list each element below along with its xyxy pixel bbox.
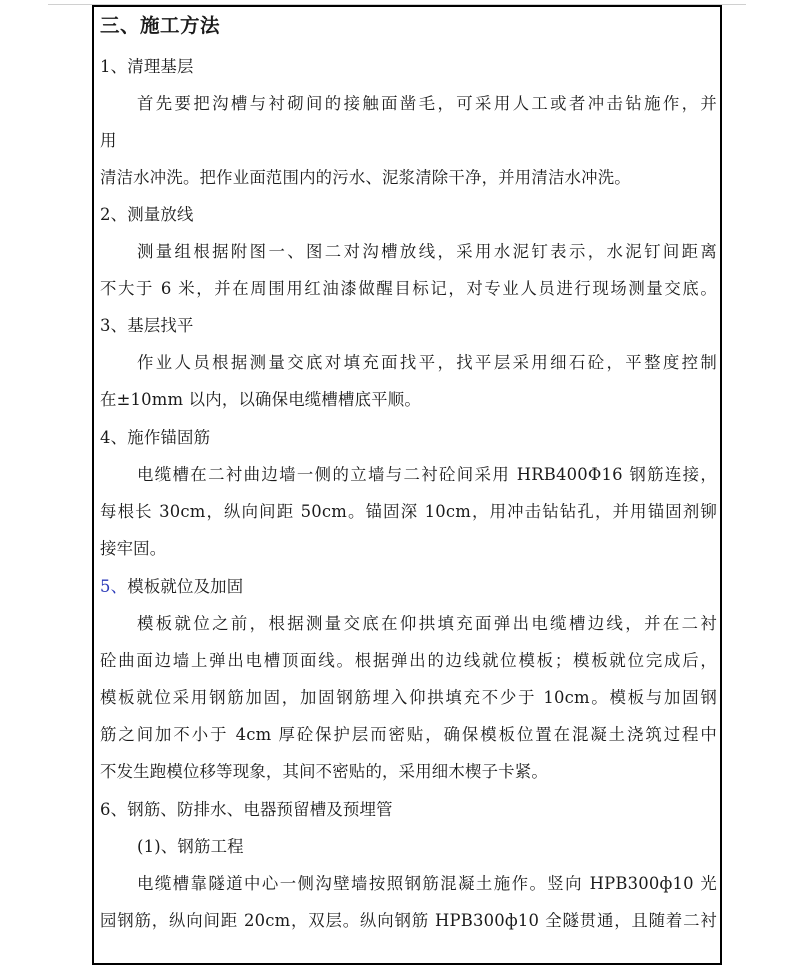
item-title: 施作锚固筋: [127, 428, 211, 447]
item-6-heading: [100, 800, 393, 820]
item-5-heading: [100, 577, 243, 597]
paragraph-line: 每根长 30cm，纵向间距 50cm。锚固深 10cm，用冲击钻钻孔，并用锚固剂铆: [100, 502, 717, 521]
item-number: 1、: [100, 57, 128, 76]
item-number: 6、: [100, 800, 128, 819]
item-number: 4、: [100, 428, 128, 447]
paragraph-line: 电缆槽靠隧道中心一侧沟壁墙按照钢筋混凝土施作。竖向 HPB300ф10 光: [137, 874, 717, 893]
sub-item-heading: (1)、钢筋工程: [137, 837, 244, 856]
paragraph-line: 模板就位采用钢筋加固，加固钢筋埋入仰拱填充不少于 10cm。模板与加固钢: [100, 688, 717, 707]
item-3-heading: [100, 316, 194, 336]
paragraph-line: 在±10mm 以内，以确保电缆槽槽底平顺。: [100, 390, 421, 409]
item-title: 钢筋、防排水、电器预留槽及预埋管: [127, 800, 393, 819]
item-number: 2、: [100, 205, 128, 224]
paragraph-line: 砼曲面边墙上弹出电槽顶面线。根据弹出的边线就位模板；模板就位完成后，: [100, 651, 717, 670]
item-1-heading: [100, 57, 194, 77]
paragraph-line: 测量组根据附图一、图二对沟槽放线，采用水泥钉表示，水泥钉间距离: [137, 242, 717, 261]
item-2-heading: [100, 205, 194, 225]
paragraph-line: 模板就位之前，根据测量交底在仰拱填充面弹出电缆槽边线，并在二衬: [137, 614, 717, 633]
table-cell-border: [92, 5, 722, 965]
item-number: 5、: [100, 577, 128, 596]
paragraph-line: 用: [100, 131, 117, 150]
paragraph-line: 清洁水冲洗。把作业面范围内的污水、泥浆清除干净，并用清洁水冲洗。: [100, 168, 631, 187]
item-title: 测量放线: [127, 205, 194, 224]
paragraph-line: 首先要把沟槽与衬砌间的接触面凿毛，可采用人工或者冲击钻施作，并: [137, 94, 717, 113]
item-number: 3、: [100, 316, 128, 335]
section-title: 三、施工方法: [100, 14, 221, 37]
item-title: 模板就位及加固: [127, 577, 244, 596]
paragraph-line: 不大于 6 米，并在周围用红油漆做醒目标记，对专业人员进行现场测量交底。: [100, 279, 717, 298]
paragraph-line: 电缆槽在二衬曲边墙一侧的立墙与二衬砼间采用 HRB400Φ16 钢筋连接，: [137, 465, 717, 484]
paragraph-line: 园钢筋，纵向间距 20cm，双层。纵向钢筋 HPB300ф10 全隧贯通，且随着二衬: [100, 911, 717, 930]
paragraph-line: 作业人员根据测量交底对填充面找平，找平层采用细石砼，平整度控制: [137, 353, 717, 372]
item-title: 基层找平: [127, 316, 194, 335]
paragraph-line: 筋之间加不小于 4cm 厚砼保护层而密贴，确保模板位置在混凝土浇筑过程中: [100, 725, 717, 744]
paragraph-line: 接牢固。: [100, 539, 167, 558]
paragraph-line: 不发生跑模位移等现象，其间不密贴的，采用细木楔子卡紧。: [100, 762, 548, 781]
item-4-heading: [100, 428, 210, 448]
item-title: 清理基层: [127, 57, 194, 76]
